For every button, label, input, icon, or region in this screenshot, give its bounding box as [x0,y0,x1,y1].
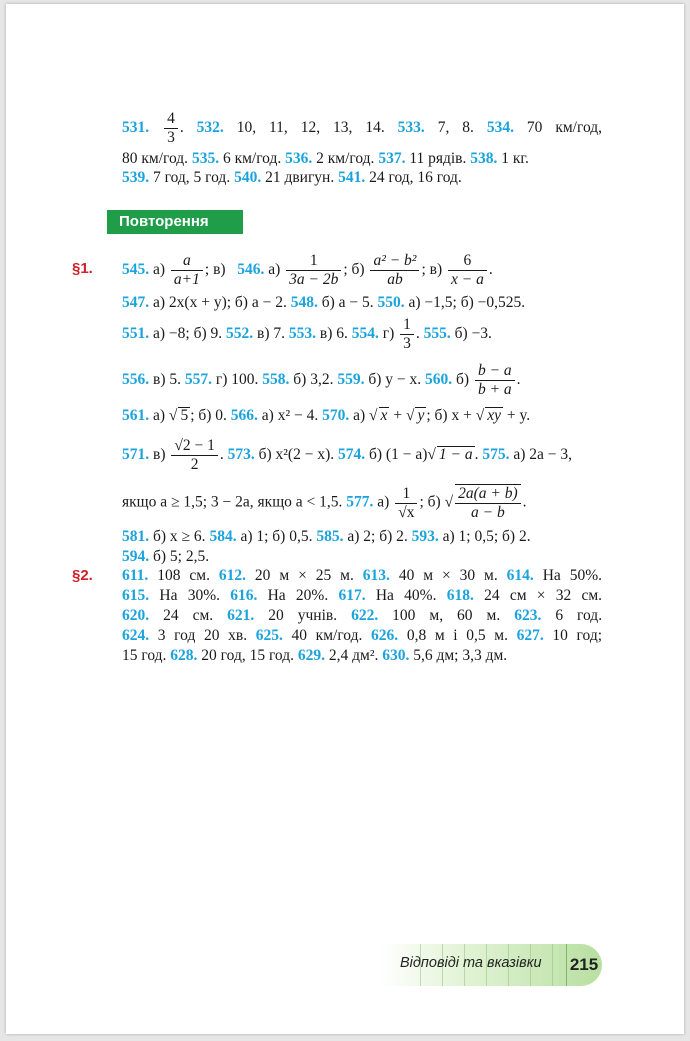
answer-line: 611. 108 см. 612. 20 м × 25 м. 613. 40 м × 30 м. 614. На 50%. [122,567,602,584]
problem-number: 532. [196,119,224,137]
answer-line: 620. 24 см. 621. 20 учнів. 622. 100 м, 60 м. 623. 6 год. [122,607,603,624]
answer-line: 15 год. 628. 20 год, 15 год. 629. 2,4 дм². 630. 5,6 дм; 3,3 дм. [122,647,508,664]
answer-line: 571. в) $\frac{√2 - 1}{2}$ . 573. б) x²(2 − x). 574. б) (1 − a)√ 1 − a . 575. а) 2a − 3, [122,437,573,473]
footer-label: Відповіді та вказівки [400,955,542,971]
answer-line: 531. $\frac{4}{3}$ . 532. 10, 11, 12, 13, 14. 533. 7, 8. 534. 70 км/год, [122,110,603,146]
problem-number: 533. [397,119,425,137]
answer-text: 10, 11, 12, 13, 14. [236,119,385,137]
book-page [6,4,684,1034]
answer-line: 615. На 30%. 616. На 20%. 617. На 40%. 618. 24 см × 32 см. [122,587,603,604]
answer-line: 561. а) √ 5 ; б) 0. 566. а) x² − 4. 570. а) √ x + √ y ; б) x + √ xy + y. [122,407,531,424]
answer-line: 556. в) 5. 557. г) 100. 558. б) 3,2. 559. б) y − x. 560. б) $\frac{b - a}{b + a}$ . [122,362,521,398]
answer-line: 539. 7 год, 5 год. 540. 21 двигун. 541. 24 год, 16 год. [122,169,462,186]
answer-line: 551. а) −8; б) 9. 552. в) 7. 553. в) 6. 554. г) $\frac{1}{3}$ . 555. б) −3. [122,316,492,352]
answer-line: 624. 3 год 20 хв. 625. 40 км/год. 626. 0,8 м і 0,5 м. 627. 10 год; [122,627,603,644]
page-number: 215 [569,955,599,974]
problem-number: 534. [486,119,514,137]
section-header: Повторення [107,210,243,234]
answer-line: 594. б) 5; 2,5. [122,548,210,565]
answer-text: 70 км/год, [526,119,603,137]
answer-line: якщо a ≥ 1,5; 3 − 2a, якщо a < 1,5. 577. а) $\frac{1}{√x}$ ; б) √ $\frac{2a(a + b)}{a - b}$ . [122,484,527,521]
problem-number: 531. [122,119,150,137]
answer-line: 581. б) x ≥ 6. 584. а) 1; б) 0,5. 585. а) 2; б) 2. 593. а) 1; 0,5; б) 2. [122,528,531,545]
answer-line: 80 км/год. 535. 6 км/год. 536. 2 км/год. 537. 11 рядів. 538. 1 кг. [122,150,529,167]
section-marker: §2. [72,567,93,584]
answer-text: 7, 8. [437,119,474,137]
section-marker: §1. [72,260,93,277]
answer-line: 547. а) 2x(x + y); б) a − 2. 548. б) a − 5. 550. а) −1,5; б) −0,525. [122,294,526,311]
fraction: $\frac{4}{3}$ [164,110,178,147]
answer-line: 545. а) $\frac{a}{a+1}$ ; в) 546. а) $\frac{1}{3a - 2b}$ ; б) $\frac{\text{a² − b²}}{ab}$ ; в) $\frac{6}{x - a}$ . [122,252,493,288]
footer-tab [380,944,602,986]
